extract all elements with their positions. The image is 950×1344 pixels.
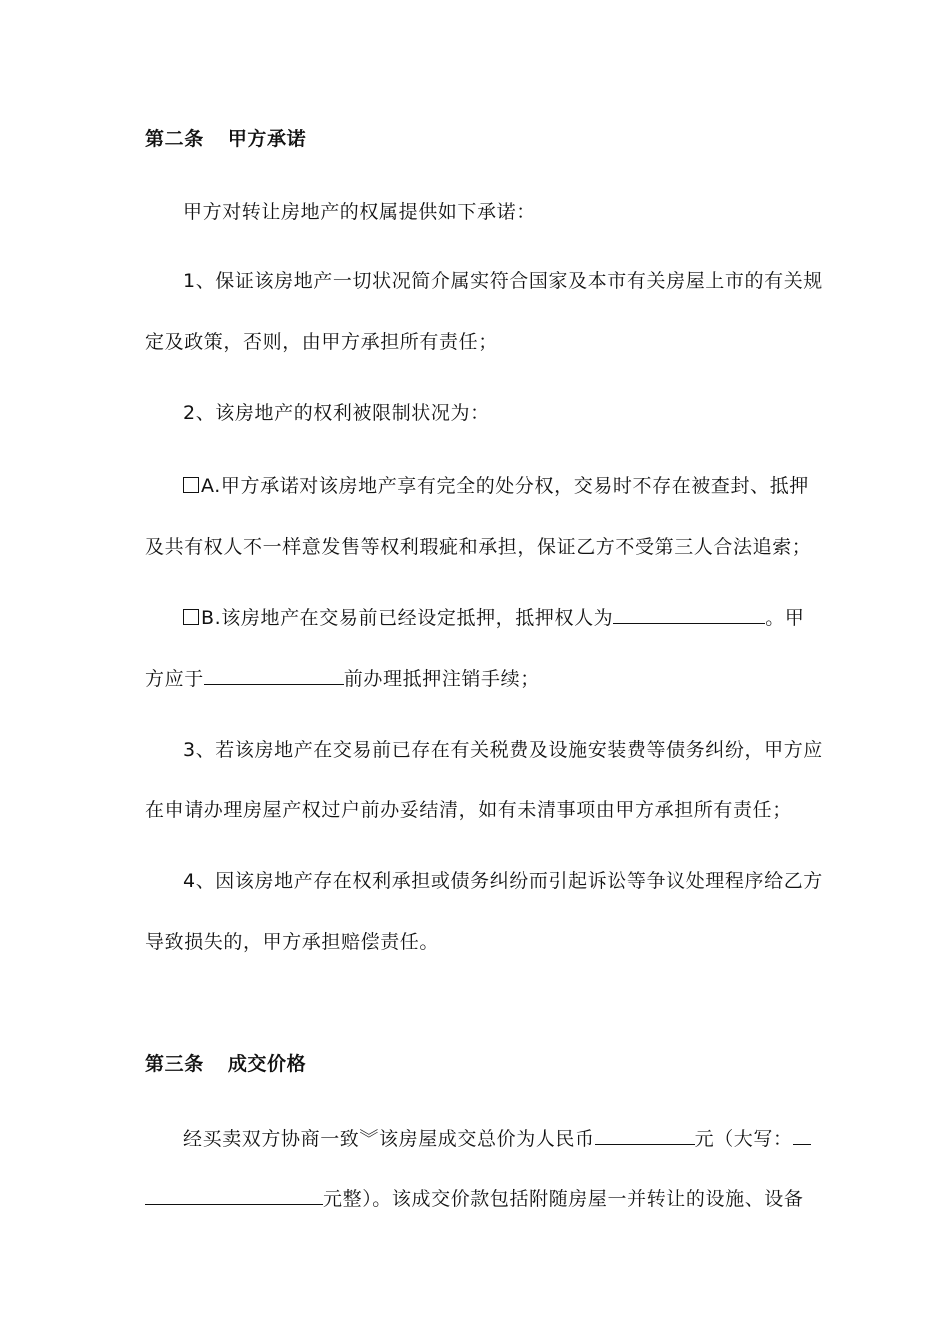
option-b-line-1 [183,605,823,630]
price-text: 经买卖双方协商一致︾该房屋成交总价为人民币 [183,1128,595,1150]
article-2-intro: 甲方对转让房地产的权属提供如下承诺： [183,201,536,223]
price-line-2 [145,1186,825,1211]
price-words-blank-start[interactable] [793,1126,811,1145]
option-a-text: A.甲方承诺对该房地产享有完全的处分权，交易时不存在被查封、抵押 [201,475,809,497]
article-title: 成交价格 [227,1053,307,1075]
option-b-checkbox[interactable] [183,609,199,625]
item-2: 2、该房地产的权利被限制状况为： [183,402,490,424]
price-words-blank[interactable] [145,1186,323,1205]
option-a-line-1 [183,474,823,498]
price-amount-blank[interactable] [595,1126,695,1145]
option-b-deadline-text: 前办理抵押注销手续； [343,668,540,690]
item-1-line-2: 定及政策，否则，由甲方承担所有责任； [145,331,498,353]
article-number: 第二条 [145,128,204,150]
price-yuan-label: 元（大写： [694,1128,793,1150]
price-text-cont: 元整）。该成交价款包括附随房屋一并转让的设施、设备 [323,1188,804,1210]
article-2-heading [145,127,825,151]
item-1-line-1: 1、保证该房地产一切状况简介属实符合国家及本市有关房屋上市的有关规 [183,270,823,292]
item-3-line-1: 3、若该房地产在交易前已存在有关税费及设施安装费等债务纠纷，甲方应 [183,739,823,761]
article-title: 甲方承诺 [227,128,307,150]
article-number: 第三条 [145,1053,204,1075]
option-b-text: B.该房地产在交易前已经设定抵押，抵押权人为 [201,607,614,629]
item-4-line-2: 导致损失的，甲方承担赔偿责任。 [145,931,440,953]
option-b-text-end: 。甲 [765,607,805,629]
item-4-line-1: 4、因该房地产存在权利承担或债务纠纷而引起诉讼等争议处理程序给乙方 [183,870,823,892]
option-a-checkbox[interactable] [183,477,199,493]
option-b-line-2 [145,666,825,691]
deadline-blank[interactable] [204,666,344,685]
option-a-line-2: 及共有权人不一样意发售等权利瑕疵和承担，保证乙方不受第三人合法追索； [145,536,812,558]
item-3-line-2: 在申请办理房屋产权过户前办妥结清，如有未清事项由甲方承担所有责任； [145,799,792,821]
mortgagee-blank[interactable] [613,605,765,624]
option-b-deadline-label: 方应于 [145,668,204,690]
article-3-heading [145,1052,825,1076]
price-line-1 [183,1126,823,1151]
